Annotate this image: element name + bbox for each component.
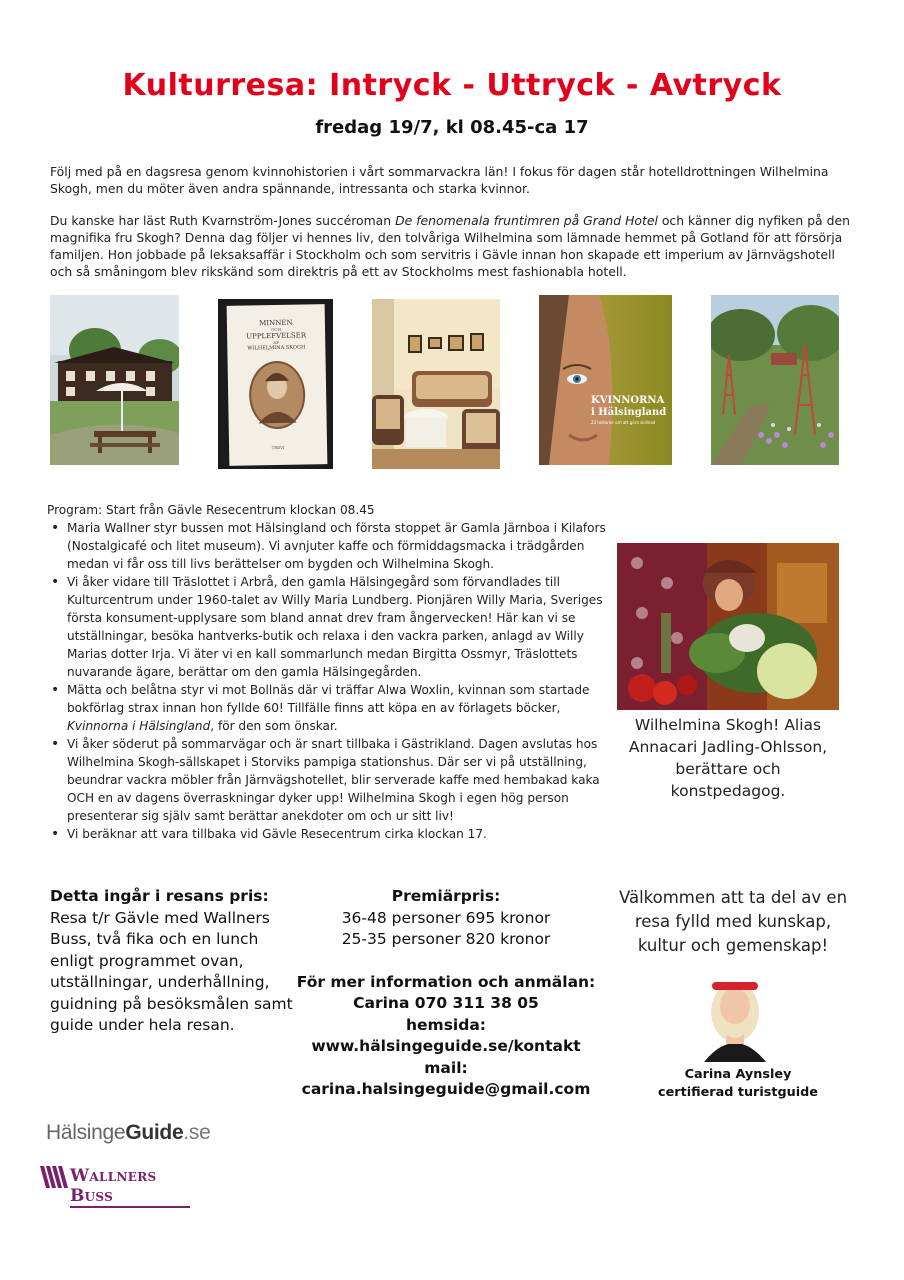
halsingeguide-logo: HälsingeGuide.se <box>46 1121 211 1144</box>
intro-paragraph-2: Du kanske har läst Ruth Kvarnström-Jones succéroman De fenomenala fruntimren på Grand Hotel och känner dig nyfiken på den magnifika fru Skogh? Denna dag följer vi hennes liv, den tolvåriga Wilhelmina som lämnade hemmet på Gotland för att försörja familjen. Hon jobbade på leksaksaffär i Stockholm och som servitris i Gävle innan hon skapade ett imperium av Järnvägshotell och så småningom blev rikskänd som direktris på ett av Stockholms mest fashionabla hotell. <box>50 213 850 279</box>
book-title-ref: Kvinnorna i Hälsingland <box>67 719 211 733</box>
pricing-contact-section <box>296 886 596 1101</box>
kvinnorna-cover-title: KVINNORNA <box>591 395 665 406</box>
wilhelmina-skogh-photo <box>617 543 839 710</box>
guide-avatar <box>694 972 776 1062</box>
pricing-heading: Premiärpris: <box>391 887 501 905</box>
guide-title: certifierad turistguide <box>658 1085 818 1100</box>
kvinnorna-book-cover: KVINNORNA i Hälsingland 23 historier om att göra skillnad <box>539 295 672 465</box>
website-label: hemsida: <box>406 1015 486 1034</box>
price-line: 36-48 personer 695 kronor <box>341 908 551 927</box>
price-line: 25-35 personer 820 kronor <box>341 930 551 948</box>
program-item: • Vi beräknar att vara tillbaka vid Gävle Resecentrum cirka klockan 17. <box>47 825 617 843</box>
wallners-buss-logo <box>40 1164 190 1206</box>
event-date: fredag 19/7, kl 08.45-ca 17 <box>315 117 589 138</box>
program-heading: Program: Start från Gävle Resecentrum klockan 08.45 <box>47 503 375 517</box>
program-item: • Vi åker vidare till Träslottet i Arbrå, den gamla Hälsingegård som förvandlades till Kulturcentrum under 1960-talet av Willy Maria Lundberg. Pionjären Willy Maria, Sveriges första konsument-upplysare som bland annat drev fram ångervecken! Här kan vi se utställningar, besöka hantverks-butik och relaxa i den vackra parken, anlagd av Willy Marias dotter Irja. Vi äter vi en kall sommarlunch medan Birgitta Ossmyr, Träslottets nuvarande ägare, berättar om den gamla Hälsingegården. <box>47 573 617 681</box>
garden-photo <box>711 295 839 465</box>
program-section <box>47 501 617 843</box>
included-section <box>50 886 300 1037</box>
novel-title: De fenomenala fruntimren på Grand Hotel <box>395 213 658 228</box>
photo-caption: Wilhelmina Skogh! Alias Annacari Jadling-Ohlsson, berättare och konstpedagog. <box>628 716 828 800</box>
guide-name: Carina Aynsley <box>684 1067 792 1082</box>
program-list <box>47 519 617 843</box>
book-title-line: MINNEN <box>259 318 293 328</box>
program-item: • Maria Wallner styr bussen mot Hälsingland och första stoppet är Gamla Järnboa i Kilafors (Nostalgicafé och litet museum). Vi avnjuter kaffe och förmiddagsmacka i trädgården medan vi får oss till livs berättelser om bygden och Wilhelmina Skogh. <box>47 519 617 573</box>
farmhouse-garden-photo <box>50 295 179 465</box>
welcome-text: Välkommen att ta del av en resa fylld med kunskap, kultur och gemenskap! <box>618 888 848 955</box>
memoir-book-cover: MINNEN OCH UPPLEFVELSER AF WILHELMINA SKOGH TREVI <box>218 299 333 469</box>
mail-link[interactable]: carina.halsingeguide@gmail.com <box>301 1080 591 1098</box>
included-text: Resa t/r Gävle med Wallners Buss, två fika och en lunch enligt programmet ovan, utställningar, underhållning, guidning på besöksmålen samt guide under hela resan. <box>50 908 293 1034</box>
guide-credit <box>640 1066 836 1102</box>
program-item: • Vi åker söderut på sommarvägar och är snart tillbaka i Gästrikland. Dagen avslutas hos Wilhelmina Skogh-sällskapet i Storviks pampiga stationshus. Där ser vi på utställning, beundrar vackra möbler från Järnvägshotellet, blir serverade kaffe med hembakad kaka OCH en av dagens överraskningar dyker upp! Wilhelmina Skogh i egen hög person presenterar sig själv samt berättar anekdoter om och ur sitt liv! <box>47 735 617 825</box>
intro-paragraph-1: Följ med på en dagsresa genom kvinnohistorien i vårt sommarvackra län! I fokus för dagen står hotelldrottningen Wilhelmina Skogh, men du möter även andra spännande, intressanta och starka kvinnor. <box>50 164 829 196</box>
website-link[interactable]: www.hälsingeguide.se/kontakt <box>311 1037 581 1055</box>
wallners-logo-text: Wallners Buss <box>70 1166 190 1208</box>
contact-phone: Carina 070 311 38 05 <box>353 994 539 1012</box>
included-heading: Detta ingår i resans pris: <box>50 887 269 905</box>
page-title: Kulturresa: Intryck - Uttryck - Avtryck <box>122 68 782 103</box>
program-item: • Mätta och belåtna styr vi mot Bollnäs där vi träffar Alwa Woxlin, kvinnan som startade bokförlag strax innan hon fyllde 60! Tillfälle finns att köpa en av förlagets böcker, Kvinnorna i Hälsingland, för den som önskar. <box>47 681 617 735</box>
contact-heading: För mer information och anmälan: <box>296 972 596 991</box>
mail-label: mail: <box>424 1058 468 1077</box>
interior-parlor-photo <box>372 299 500 469</box>
